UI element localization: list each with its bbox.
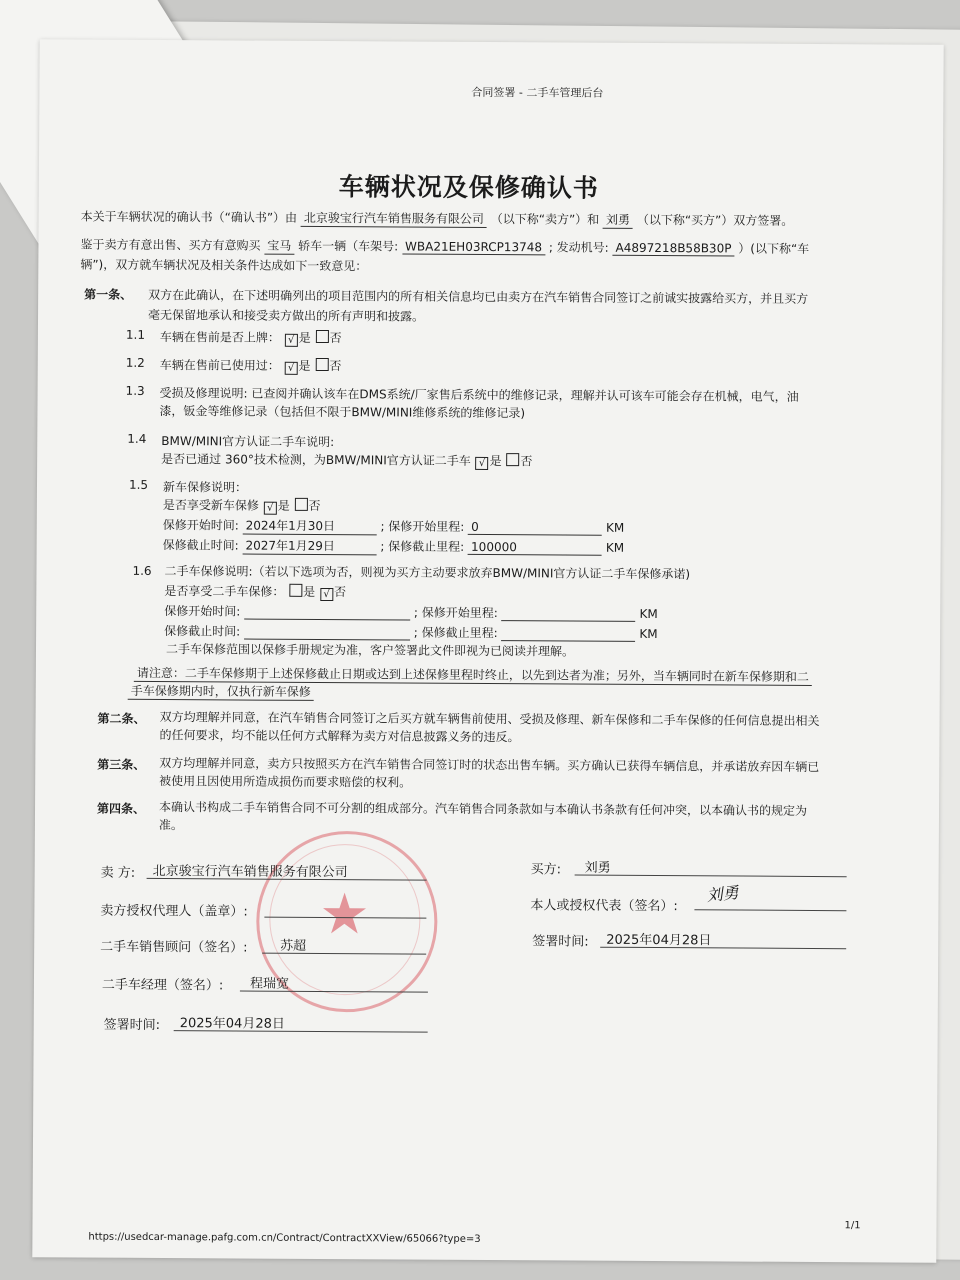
document-page bbox=[32, 39, 943, 1262]
item-1-6-text: 是否享受二手车保修： bbox=[164, 584, 285, 599]
item-1-2-text: 车辆在售前已使用过： bbox=[159, 357, 280, 373]
intro-text: 鉴于卖方有意出售、买方有意购买 bbox=[80, 237, 261, 253]
km-unit: KM bbox=[605, 520, 625, 535]
item-1-4-line-1: BMW/MINI官方认证二手车说明: bbox=[161, 434, 335, 450]
item-1-4-number: 1.4 bbox=[127, 431, 147, 446]
no-label: 否 bbox=[308, 498, 321, 513]
buyer-rep-label: 本人或授权代表（签名）: bbox=[530, 898, 678, 915]
article1-line-1: 双方在此确认，在下述明确列出的项目范围内的所有相关信息均已由卖方在汽车销售合同签订之前诚实披露给买方，并且买方 bbox=[148, 287, 809, 306]
start-time-label: 保修开始时间: bbox=[162, 518, 239, 533]
engine-number-field: A4897218B58B30P bbox=[613, 241, 735, 257]
page-header: 合同签署 - 二手车管理后台 bbox=[471, 85, 604, 100]
used-warranty-start-km[interactable] bbox=[502, 606, 636, 622]
intro-line-2 bbox=[80, 236, 809, 258]
article2-line-2: 的任何要求，均不能以任何方式解释为卖方对信息披露义务的违反。 bbox=[159, 727, 520, 745]
notice-line-2 bbox=[128, 682, 314, 701]
intro-text: 轿车一辆（车架号: bbox=[298, 238, 399, 254]
used-warranty-end-km[interactable] bbox=[501, 626, 635, 642]
buyer-underline bbox=[575, 875, 847, 878]
km-unit: KM bbox=[639, 606, 658, 622]
buyer-date-label: 签署时间: bbox=[532, 934, 589, 950]
page-number: 1/1 bbox=[844, 1220, 861, 1232]
item-1-5-number: 1.5 bbox=[128, 477, 149, 492]
document-title: 车辆状况及保修确认书 bbox=[338, 172, 599, 203]
agent-label: 卖方授权代理人（盖章）: bbox=[100, 903, 248, 920]
article1-label: 第一条、 bbox=[84, 287, 133, 302]
checkbox-used-warranty-yes[interactable] bbox=[289, 584, 302, 597]
yes-label: 是 bbox=[298, 358, 311, 373]
checkbox-used-yes[interactable]: √ bbox=[285, 362, 298, 375]
article4-label: 第四条、 bbox=[96, 801, 146, 816]
advisor-value: 苏超 bbox=[280, 938, 307, 954]
article4-line-1: 本确认书构成二手车销售合同不可分割的组成部分。汽车销售合同条款如与本确认书条款有任何冲突，以本确认书的规定为 bbox=[158, 799, 808, 818]
article3-label: 第三条、 bbox=[97, 757, 146, 772]
intro-line-1 bbox=[81, 208, 794, 230]
intro-text: （以下称“买方”）双方签署。 bbox=[636, 212, 794, 228]
no-label: 否 bbox=[334, 585, 347, 600]
item-1-1-number: 1.1 bbox=[125, 327, 146, 342]
seller-date-label: 签署时间: bbox=[103, 1017, 161, 1034]
buyer-value: 刘勇 bbox=[584, 860, 611, 876]
article3-line-2: 被使用且因使用所造成损伤而要求赔偿的权利。 bbox=[159, 773, 412, 790]
end-time-label: 保修截止时间: bbox=[162, 538, 239, 553]
checkbox-certified-yes[interactable]: √ bbox=[476, 457, 489, 470]
item-1-3-line-1: 受损及修理说明: 已查阅并确认该车在DMS系统/厂家售后系统中的维修记录，理解并认可该车可能会存在机械，电气，油 bbox=[159, 385, 799, 404]
item-1-6-line-1: 二手车保修说明:（若以下选项为否，则视为买方主动要求放弃BMW/MINI官方认证二手车保修承诺) bbox=[164, 564, 691, 582]
article2-label: 第二条、 bbox=[97, 711, 146, 726]
item-1-4-line-2 bbox=[161, 450, 532, 470]
no-label: 否 bbox=[329, 331, 342, 346]
intro-text: （以下称“卖方”）和 bbox=[490, 212, 600, 227]
used-warranty-end-time[interactable] bbox=[244, 625, 410, 641]
intro-text: 本关于车辆状况的确认书（“确认书”）由 bbox=[80, 209, 298, 225]
seller-value: 北京骏宝行汽车销售服务有限公司 bbox=[152, 863, 348, 881]
buyer-handwritten-signature: 刘勇 bbox=[705, 882, 740, 905]
yes-label: 是 bbox=[277, 498, 290, 513]
notice-text: 请注意：二手车保修期于上述保修截止日期或达到上述保修里程时终止，以先到达者为准；另外，当车辆同时在新车保修期和二 bbox=[134, 664, 812, 686]
article4-line-2: 准。 bbox=[158, 817, 183, 833]
seller-name-field: 北京骏宝行汽车销售服务有限公司 bbox=[301, 209, 487, 228]
km-unit: KM bbox=[605, 540, 625, 555]
end-km-label: ; 保修截止里程: bbox=[380, 539, 465, 554]
advisor-label: 二手车销售顾问（签名）: bbox=[100, 939, 248, 956]
notice-text: 手车保修期内时，仅执行新车保修 bbox=[128, 682, 314, 701]
item-1-5-line-1: 新车保修说明： bbox=[162, 480, 248, 495]
item-1-1-text: 车辆在售前是否上牌： bbox=[159, 329, 280, 345]
checkbox-new-warranty-yes[interactable]: √ bbox=[264, 502, 277, 515]
no-label: 否 bbox=[520, 454, 533, 469]
used-warranty-start-row bbox=[164, 602, 658, 622]
checkbox-plated-yes[interactable]: √ bbox=[285, 334, 298, 347]
used-warranty-start-time[interactable] bbox=[244, 605, 410, 621]
brand-field: 宝马 bbox=[264, 237, 294, 255]
item-1-2-number: 1.2 bbox=[125, 355, 145, 370]
checkbox-used-no[interactable] bbox=[315, 358, 328, 371]
footer-url[interactable]: https://usedcar-manage.pafg.com.cn/Contract/ContractXXView/65066?type=3 bbox=[88, 1231, 481, 1245]
end-km-label: ; 保修截止里程: bbox=[413, 625, 498, 641]
item-1-6-line-2 bbox=[164, 582, 346, 601]
start-km-label: ; 保修开始里程: bbox=[413, 605, 498, 621]
intro-text: ; 发动机号: bbox=[548, 240, 609, 255]
item-1-1 bbox=[160, 328, 342, 347]
item-1-6-number: 1.6 bbox=[132, 563, 152, 578]
used-warranty-note: 二手车保修范围以保修手册规定为准，客户签署此文件即视为已阅读并理解。 bbox=[165, 642, 575, 659]
buyer-label: 买方: bbox=[530, 862, 562, 878]
article2-line-1: 双方均理解并同意，在汽车销售合同签订之后买方就车辆售前使用、受损及修理、新车保修和二手车保修的任何信息提出相关 bbox=[159, 709, 820, 729]
item-1-2 bbox=[160, 356, 342, 375]
yes-label: 是 bbox=[298, 330, 311, 345]
item-1-4-text: 是否已通过 360°技术检测，为BMW/MINI官方认证二手车 bbox=[161, 452, 471, 468]
item-1-5-line-2 bbox=[163, 496, 321, 515]
used-warranty-end-row bbox=[164, 622, 658, 642]
new-warranty-start-time: 2024年1月30日 bbox=[243, 516, 377, 535]
manager-value: 程瑞宽 bbox=[249, 976, 290, 992]
buyer-rep-underline bbox=[694, 909, 846, 911]
buyer-date-underline bbox=[600, 947, 846, 950]
checkbox-used-warranty-no[interactable]: √ bbox=[320, 588, 333, 601]
checkbox-certified-no[interactable] bbox=[506, 453, 519, 466]
km-unit: KM bbox=[639, 626, 658, 642]
end-time-label: 保修截止时间: bbox=[164, 624, 241, 639]
checkbox-plated-no[interactable] bbox=[316, 330, 329, 343]
item-1-5-text: 是否享受新车保修 bbox=[162, 498, 259, 513]
article3-line-1: 双方均理解并同意，卖方只按照买方在汽车销售合同签订时的状态出售车辆。买方确认已获得车辆信息，并承诺放弃因车辆已 bbox=[159, 755, 820, 775]
new-warranty-start-row bbox=[163, 516, 625, 537]
article1-line-2: 毫无保留地承认和接受卖方做出的所有声明和披露。 bbox=[148, 307, 425, 324]
vin-field: WBA21EH03RCP13748 bbox=[402, 239, 545, 255]
no-label: 否 bbox=[329, 359, 342, 374]
seal-star-icon: ★ bbox=[319, 881, 370, 948]
seller-date: 2025年04月28日 bbox=[179, 1016, 285, 1032]
new-warranty-start-km: 0 bbox=[468, 520, 602, 536]
buyer-date: 2025年04月28日 bbox=[606, 932, 712, 949]
item-1-3-number: 1.3 bbox=[125, 383, 145, 398]
intro-line-3: 辆”)，双方就车辆状况及相关条件达成如下一致意见： bbox=[80, 257, 368, 274]
seller-label: 卖 方: bbox=[100, 865, 136, 881]
start-km-label: ; 保修开始里程: bbox=[380, 519, 465, 534]
item-1-3-line-2: 漆，钣金等维修记录（包括但不限于BMW/MINI维修系统的维修记录) bbox=[159, 403, 526, 421]
new-warranty-end-row bbox=[163, 536, 625, 557]
checkbox-new-warranty-no[interactable] bbox=[295, 498, 308, 511]
new-warranty-end-time: 2027年1月29日 bbox=[242, 536, 376, 555]
yes-label: 是 bbox=[489, 454, 502, 469]
new-warranty-end-km: 100000 bbox=[468, 540, 602, 556]
manager-label: 二手车经理（签名）: bbox=[101, 977, 224, 994]
seller-date-underline bbox=[174, 1030, 428, 1033]
buyer-name-field: 刘勇 bbox=[603, 211, 633, 229]
intro-text: ）(以下称“车 bbox=[738, 241, 810, 256]
start-time-label: 保修开始时间: bbox=[164, 604, 241, 619]
yes-label: 是 bbox=[303, 584, 316, 599]
